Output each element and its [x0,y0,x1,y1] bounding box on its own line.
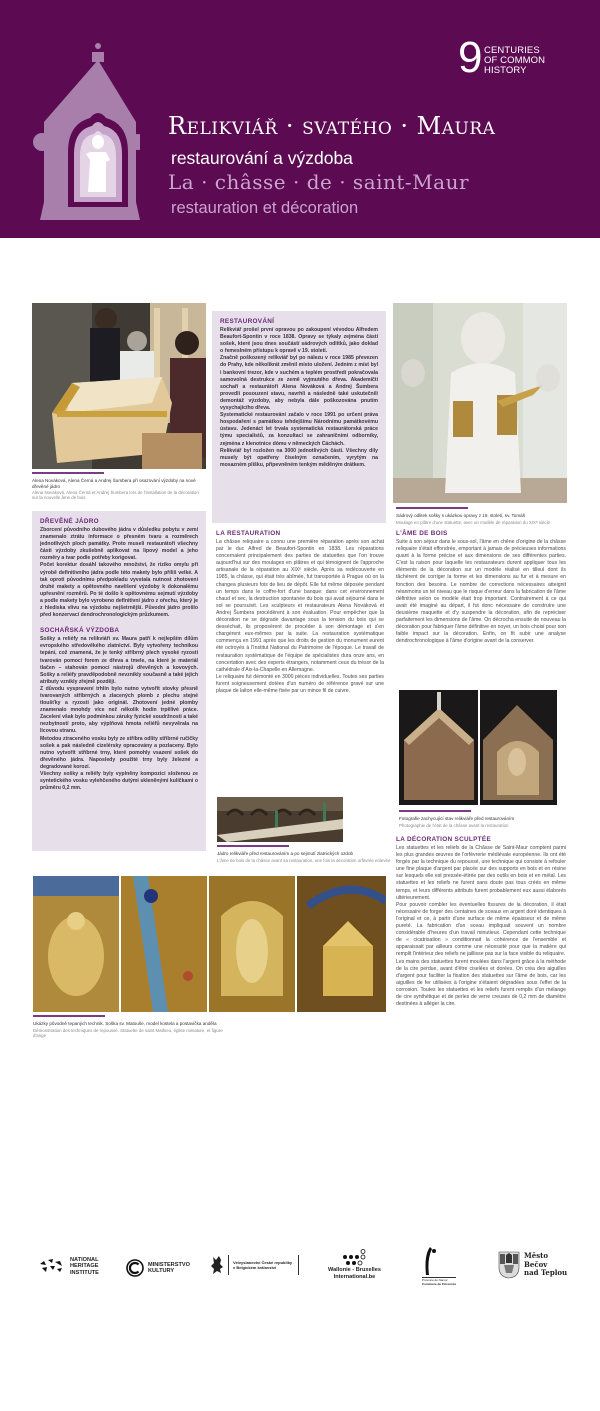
paragraph: Z důvodu vyspravení trhlin bylo nutno vytvořit stovky přesně tvarovaných stříbrných a zlacených plomb z plechu stejné tloušťky a ryzosti jako originál. Zhotovení jedné plomby znamenalo mnohdy více než několik hodin trpělivé práce. Zacelení však bylo podmínkou záruky fyzické soudržnosti a také nezbytností proto, aby výplňová hmota reliéfů nevyvěrala na lícovou stranu. [40,685,198,735]
photo-wooden-core-icon [217,797,343,842]
caption-french: Photographie de l'état de la châsse avant la restauration [399,822,509,828]
partner-text: NATIONAL [70,1257,99,1263]
section-title-ame-de-bois: L'ÂME DE BOIS [396,530,448,537]
caption-czech: Jádro relikviáře před restaurováním a po sejmutí zlatnických ozdob [217,851,354,856]
caption-czech: Sádrový odlitek sošky s ukázkou opravy z 19. století, sv. Tomáš [396,513,526,518]
partner-text: International.be [333,1273,376,1280]
partner-national-heritage-institute [38,1257,99,1276]
nine-centuries-logo [458,33,568,82]
partner-becov-nad-teplou [498,1251,567,1279]
photo-repousse-details-icon [33,876,386,1012]
paragraph: Le reliquaire fut démonté en 3000 pièces individuelles. Toutes ses parties furent soigneusement dotées d'un numéro de référence gravé sur une plaque de laiton elle-même fixée par un mince fil de cuivre. [216,673,384,694]
national-heritage-institute-logo-icon [38,1258,64,1274]
caption-french: L'âme de bois de la châsse avant sa restauration, une fois la décoration orfèvrée enlevée [217,857,391,863]
section-body-socharska-vyzdoba [40,636,198,792]
section-title-decoration-sculptee: LA DÉCORATION SCULPTÉE [396,836,492,843]
section-title-restaurovani: RESTAUROVÁNÍ [220,318,275,325]
paragraph: Sošky a reliéfy na relikviáři sv. Maura patří k nejlepším dílům evropského středověkého zlatnictví. Byly vytvořeny technikou tepání, což znamená, že je tenký stříbrný plech vysoké ryzosti tvarován pomocí forem ze dřeva a tmele, na které je materiál tlačen – stahován pomocí nástrojů dřevěných a kovových. Sošky a reliéfy pravděpodobně nevznikly současně a také jejich atributy vznikly zřejmě později. [40,636,198,685]
partner-text: Bečov [524,1259,548,1269]
section-title-socharska-vyzdoba: SOCHAŘSKÁ VÝZDOBA [40,627,120,635]
czech-lion-emblem-icon [210,1255,224,1275]
section-la-restauration [214,530,386,695]
caption-accent-bar [33,1015,105,1017]
section-title-la-restauration: LA RESTAURATION [216,530,281,537]
paragraph: Les mains des statuettes furent moulées dans l'argent grâce à la méthode de la cire perdue, avant d'être ciselées et dorées. On créa des aiguilles d'argent pour faciliter la fixation des statuettes sur l'âme de bois, car les aiguilles de fer utilisées à l'origine s'étaient dégradées sous l'effet de la corrosion. Toutes les statuettes et les reliefs furent remplis d'un mélange de cire synthétique et de perles de verre creuses de 0,2 mm de diamètre destinées à alléger la cire. [396,958,566,1008]
series-number: 9 [458,33,483,82]
caption-accent-bar [396,507,468,509]
paragraph: Les statuettes et les reliefs de la Châsse de Saint-Maur comptent parmi les plus grandes œuvres de l'orfèvrerie médiévale européenne. Ils ont été forgés par la technique du repoussé, une technique qui consiste à refouler une fine plaque d'argent par placée sur des supports en bois et en résine sur lesquels elle est pressée-étirée par des outils en bois et en métal. Les statuettes et les reliefs ne furent sans doute pas tous créés en même temps, et leurs différents attributs furent probablement eux aussi élaborés ultérieurement. [396,845,566,901]
section-title-drevene-jadro: DŘEVĚNÉ JÁDRO [40,518,99,525]
caption-czech: Alena Nováková, Alena Černá a Andrej Šumbera při osazování výzdoby na nové dřevěné jádro [32,478,196,489]
partner-text: KULTURY [148,1268,175,1274]
title-czech: Relikviář · svatého · Maura [168,112,496,140]
paragraph: Značně poškozený relikviář byl po nálezu v roce 1985 převezen do Prahy, kde několikrát změnil místo uložení. Jedním z míst byl i bankovní trezor, kde v suchém a teplém prostředí pokračovala samovolná destrukce ze země vyjmutého dřeva. Akademičtí sochaři a restaurátoři Alena Nováková a Andrej Šumbera provedli posouzení stavu, navrhli a následně také uskutečnili demontáž výzdoby, aby nebyla dále poškozována pnutím vysychajícího dřeva. [220,355,378,412]
caption-wooden-core [217,845,391,863]
paragraph: Počet korektur dosáhl takového množství, že riziko omylu při výrobě definitivního jádra podle této makety bylo příliš velké. A tak oproti původnímu předpokladu vyvstala nutnost zhotovení druhé makety a opětovného navěšení výzdoby k dokonalému upřesnění rozměrů. Po té došlo k opětovnému sejmutí výzdoby a podle makety bylo vyrobeno definitivní jádro z ořechu, který je z hlediska vlivu na výzdobu nejšetrnější. Původní jádro prošlo před konzervací dendrochronologickým průzkumem. [40,562,198,619]
panel-czech-middle [212,311,386,523]
photo-plaster-statuette-icon [393,303,567,503]
caption-czech: Fotografie zachycující stav relikviáře před restaurováním [399,816,515,821]
caption-french: Alena Nováková, Alena Černá et Andrej Šumbera lors de l'installation de la décoration sur la nouvelle âme de bois [32,490,199,501]
partner-logos [30,1245,580,1310]
partner-text: Wallonie - Bruxelles [328,1267,381,1273]
paragraph: Zborcení původního dubového jádra v důsledku pobytu v zemi znamenalo ztrátu informace o přesném tvaru a rozměrech jednotlivých ploch památky. Proto museli restaurátoři všechny části výzdoby zkušebně aplikovat na lipový model a jeho rozměry a tvar podle potřeby korigovat. [40,527,198,562]
wallonie-bruxelles-dots-icon [341,1249,367,1267]
becov-nad-teplou-crest-icon [498,1251,520,1279]
header-banner [0,0,600,238]
caption-french: Moulage en plâtre d'une statuette, avec un modèle de réparation du XIXᵉ siècle [396,519,551,525]
section-body-ame-de-bois [396,539,566,645]
photo-restorers-workshop-icon [32,303,206,469]
caption-plaster-statuette [396,507,570,525]
caption-accent-bar [399,810,471,812]
paragraph: Metodou ztraceného vosku byly ze stříbra odlity stříbrné ručičky sošek a pak následně cizelérsky opracovány a pozlaceny. Bylo nutno vytvořit stříbrné trny, které pomohly vsazení sošek do dřevěného jádra. Naposledy použité trny byly železné a degradované korozí. [40,735,198,770]
partner-text: nad Teplou [524,1268,568,1278]
caption-french: Démonstration des techniques de repoussé. Statuette de saint Mathieu, église miniature, et figure d'ange [33,1027,223,1038]
section-decoration-sculptee [394,836,568,1008]
partner-text: Province de Namur [422,1278,448,1282]
ministerstvo-kultury-logo-icon [126,1259,144,1277]
province-de-namur-logo-icon [422,1245,438,1277]
partner-text: v Belgickém království [233,1265,277,1270]
series-name-line: CENTURIES [484,45,540,56]
caption-accent-bar [32,472,104,474]
caption-accent-bar [217,845,289,847]
paragraph: Relikviář byl rozložen na 3000 jednotlivých částí. Všechny díly musely být opatřeny číselným označením, vyrytým na mosazném plíšku, připevněném tenkým měděným drátkem. [220,447,378,468]
title-french: La · châsse · de · saint-Maur [168,170,470,194]
caption-czech: Ukázky původně tepaných technik. Soška sv. Matouše, model kostela a postavička anděla [33,1021,217,1026]
section-body-restaurovani [220,327,378,469]
paragraph: Všechny sošky a reliéfy byly vyplněny kompozicí složenou ze syntetického vosku vylehčeného dutými skleněnými kuličkami o průměru 0,2 mm. [40,771,198,792]
caption-before-restoration [399,810,573,828]
partner-text: MINISTERSTVO [148,1261,190,1268]
partner-czech-embassy-belgium [210,1255,299,1275]
partner-text: Commune de Florennes [422,1281,457,1286]
reliquary-shrine-logo-icon [32,42,140,224]
caption-workshop [32,472,206,501]
subtitle-french: restauration et décoration [171,199,359,217]
divider [298,1255,299,1275]
section-body-drevene-jadro [40,527,198,619]
section-body-la-restauration [216,539,384,695]
panel-czech-left [32,511,206,851]
subtitle-czech: restaurování a výzdoba [171,148,353,168]
section-ame-de-bois [394,530,568,645]
partner-ministerstvo-kultury [126,1259,190,1277]
paragraph: Pour pouvoir combler les éventuelles fissures de la décoration, il était nécessaire de forger des centaines de sceaux en argent doré identiques à l'original et ce, à partir d'une surface de même épaisseur et de même pureté. La fabrication d'un sceau impliquait souvent un nombre considérable d'heures d'un travail minutieux. Cependant cette technique de « cicatrisation » conditionnait la cohérence de l'ensemble et apparaissait par ailleurs comme une nécessité pour que la matière qui remplit l'intérieur des reliefs ne jaillisse pas sur la face visible du reliquaire. [396,901,566,958]
section-body-decoration-sculptee [396,845,566,1008]
partner-province-de-namur [422,1245,456,1287]
photo-reliquary-before-restoration-icon [399,690,557,805]
partner-text: INSTITUTE [70,1269,99,1276]
paragraph: La châsse reliquaire a connu une première réparation après son achat par le duc Alfred de Beaufort-Spontin en 1838. Les réparations concernaient principalement des parties de statuettes que l'on trouve aujourd'hui sur des moulages en plâtres et qui témoignent de l'approche artisanale de la réparation au XIXᵉ siècle. Après sa redécouverte en 1985, la châsse, qui était très abîmée, fut transportée à Prague où on la changea plusieurs fois de lieu de dépôt. Elle fut même déposée pendant un temps dans le coffre-fort d'une banque: dans cet environnement chaud et sec, la destruction spontanée du bois qui avait séjourné dans le sol se poursuivit. Les sculpteurs et restaurateurs Alena Nováková et Andrej Šumbera procédèrent à son évaluation. Pour empêcher que la décoration ne se dégrade davantage sous la tension du bois qui se desséchait, ils proposèrent de procéder à son démontage et s'en chargèrent eux-mêmes par la suite. La restauration systématique commença en 1991 après que les droits de gestion du monument eurent été octroyés à l'Institut National du Patrimoine de l'époque. Le travail de restauration systématique de l'équipe de spécialistes dura onze ans, en concertation avec des experts étrangers, notamment ceux du trésor de la cathédrale d'Aix-la-Chapelle en Allemagne. [216,539,384,673]
partner-wallonie-bruxelles [328,1249,381,1280]
caption-repousse-details [33,1015,233,1038]
paragraph: Suite à son séjour dans le sous-sol, l'âme en chêne d'origine de la châsse reliquaire s'était effondrée, emportant à jamais de précieuses informations quant à la forme précise et aux dimensions de ses différentes parties. C'est la raison pour laquelle les restaurateurs durent appliquer tous les éléments de la décoration sur un modèle réalisé en tilleul dont ils tâchèrent de corriger la forme et les dimensions au fur et à mesure en fonction des besoins. Le nombre de corrections nécessaires atteignit néanmoins un tel niveau que le risque d'erreur dans la fabrication de l'âme définitive selon ce modèle était trop important. Contrairement à ce qui avait été imaginé au départ, il fut donc nécessaire de construire une deuxième maquette et d'y suspendre la décoration, afin de repréciser parfaitement les dimensions de l'âme. On décrocha ensuite de nouveau la décoration pour fabriquer l'âme définitive en noyer, un bois choisi pour son faible impact sur la décoration. Enfin, on fit subir une analyse dendrochronologique à l'âme d'origine avant de la conserver. [396,539,566,645]
paragraph: Relikviář prošel první opravou po zakoupení vévodou Alfredem Beaufort-Spontin v roce 1838. Opravy se týkaly zejména částí sošek, které jsou dnes součástí sádrových odlitků, jako doklad o řemeslném přístupu k opravě v 19. století. [220,327,378,355]
partner-text: Velvyslanectví České republiky [233,1260,293,1265]
divider [228,1255,229,1275]
series-name-line: HISTORY [484,65,527,76]
paragraph: Systematické restaurování začalo v roce 1991 po určení práva hospodaření s památkou tehdejšímu Národnímu památkovému ústavu. Jedenáct let trvala systematická restaurátorská práce týmu specialistů, za konzultací se zahraničními odborníky, zejména z klenotnice dómu v německých Cáchách. [220,412,378,447]
partner-text: Město [524,1251,549,1261]
partner-text: HERITAGE [70,1263,99,1270]
series-name-line: OF COMMON [484,55,546,66]
